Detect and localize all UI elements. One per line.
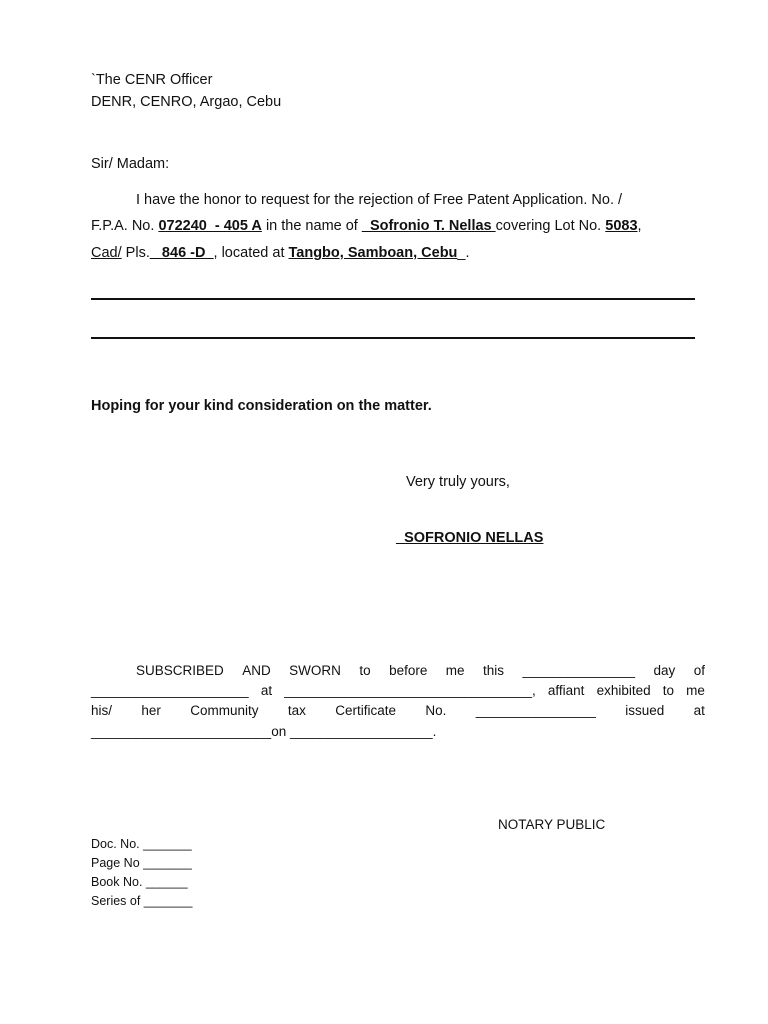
covering-lot-text: covering Lot No. bbox=[495, 218, 602, 234]
notary-public-label: NOTARY PUBLIC bbox=[498, 817, 606, 832]
jurat-blank: _________________________________, bbox=[284, 683, 536, 698]
jurat-word: to bbox=[662, 683, 675, 698]
jurat-word: to bbox=[359, 663, 371, 678]
signoff: Very truly yours, bbox=[406, 474, 510, 490]
applicant-name: _Sofronio T. Nellas bbox=[361, 218, 496, 234]
line-end-text: _. bbox=[457, 245, 470, 261]
jurat-word: issued bbox=[625, 703, 665, 718]
jurat-word: at bbox=[693, 703, 705, 718]
jurat-word: before bbox=[389, 663, 428, 678]
fpa-label: F.P.A. No. bbox=[91, 218, 155, 234]
closing-line: Hoping for your kind consideration on the matter. bbox=[91, 398, 432, 414]
cad-label: Cad/ bbox=[91, 245, 122, 261]
jurat-word: affiant bbox=[547, 683, 585, 698]
jurat-blank: _______________ bbox=[522, 663, 636, 678]
jurat-blank: _____________________ bbox=[91, 683, 249, 698]
blank-line-1 bbox=[91, 298, 695, 300]
in-name-of-text: in the name of bbox=[265, 218, 358, 234]
jurat-word: Certificate bbox=[335, 703, 397, 718]
jurat-word: No. bbox=[425, 703, 447, 718]
blank-line-2 bbox=[91, 337, 695, 339]
jurat-row-4: ________________________on ___________________. bbox=[91, 724, 437, 739]
jurat-row-3 bbox=[91, 703, 705, 718]
pls-label: Pls. bbox=[125, 245, 150, 261]
addressee-line-2: DENR, CENRO, Argao, Cebu bbox=[91, 94, 282, 110]
jurat-word: her bbox=[141, 703, 161, 718]
body-paragraph-line-3 bbox=[91, 245, 470, 261]
jurat-word: me bbox=[686, 683, 705, 698]
fpa-number: 072240 - 405 A bbox=[158, 218, 262, 234]
cad-number: _ 846 -D_ bbox=[149, 245, 214, 261]
book-no-field: Book No. ______ bbox=[91, 875, 188, 889]
jurat-word: this bbox=[482, 663, 504, 678]
body-paragraph-line-2 bbox=[91, 218, 642, 234]
jurat-row-2 bbox=[91, 683, 705, 698]
jurat-word: day bbox=[653, 663, 676, 678]
located-at-text: , located at bbox=[213, 245, 285, 261]
jurat-word: SWORN bbox=[289, 663, 341, 678]
lot-number: 5083 bbox=[605, 218, 638, 234]
jurat-row-1 bbox=[136, 663, 705, 678]
jurat-blank: ________________ bbox=[475, 703, 596, 718]
signatory-name: _SOFRONIO NELLAS bbox=[396, 530, 544, 546]
jurat-word: tax bbox=[287, 703, 306, 718]
body-paragraph-line-1: I have the honor to request for the rejection of Free Patent Application. No. / bbox=[136, 192, 623, 208]
doc-no-field: Doc. No. _______ bbox=[91, 837, 192, 851]
jurat-word: Community bbox=[190, 703, 259, 718]
jurat-word: SUBSCRIBED bbox=[136, 663, 224, 678]
jurat-word: me bbox=[445, 663, 465, 678]
location-text: Tangbo, Samboan, Cebu bbox=[288, 245, 458, 261]
comma-text: , bbox=[637, 218, 642, 234]
jurat-word: of bbox=[693, 663, 705, 678]
jurat-word: AND bbox=[242, 663, 271, 678]
salutation: Sir/ Madam: bbox=[91, 156, 170, 172]
series-field: Series of _______ bbox=[91, 894, 193, 908]
jurat-word: exhibited bbox=[596, 683, 651, 698]
jurat-word: at bbox=[260, 683, 273, 698]
page-no-field: Page No _______ bbox=[91, 856, 192, 870]
addressee-line-1: `The CENR Officer bbox=[91, 72, 213, 88]
jurat-word: his/ bbox=[91, 703, 113, 718]
